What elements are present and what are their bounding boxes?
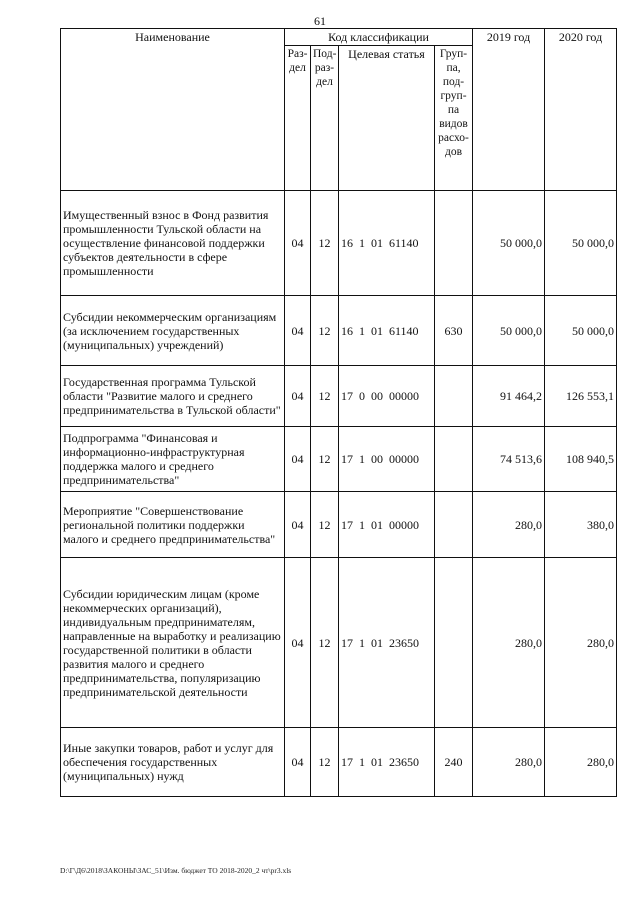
table-row — [61, 492, 617, 558]
row-group — [435, 366, 473, 427]
row-section: 04 — [285, 427, 311, 492]
row-name: Иные закупки товаров, работ и услуг для обеспечения государственных (муниципальных) нужд — [61, 728, 285, 797]
row-2019: 50 000,0 — [473, 296, 545, 366]
row-2019: 280,0 — [473, 492, 545, 558]
row-2020: 108 940,5 — [545, 427, 617, 492]
page-number: 61 — [314, 14, 326, 28]
header-name: Наименование — [61, 29, 285, 191]
table-row — [61, 296, 617, 366]
row-subsection: 12 — [311, 191, 339, 296]
row-section: 04 — [285, 296, 311, 366]
row-2020: 50 000,0 — [545, 296, 617, 366]
row-name: Государственная программа Тульской области "Развитие малого и среднего предпринимательства в Тульской области" — [61, 366, 285, 427]
row-2020: 50 000,0 — [545, 191, 617, 296]
row-2019: 280,0 — [473, 728, 545, 797]
table-row — [61, 191, 617, 296]
row-subsection: 12 — [311, 558, 339, 728]
row-2020: 280,0 — [545, 558, 617, 728]
row-2019: 50 000,0 — [473, 191, 545, 296]
table-row — [61, 427, 617, 492]
row-section: 04 — [285, 191, 311, 296]
row-target: 16 1 01 61140 — [339, 296, 435, 366]
budget-table — [60, 28, 617, 797]
header-2019: 2019 год — [473, 29, 545, 191]
table-row — [61, 558, 617, 728]
row-section: 04 — [285, 366, 311, 427]
row-2019: 74 513,6 — [473, 427, 545, 492]
row-section: 04 — [285, 558, 311, 728]
row-name: Подпрограмма "Финансовая и информационно-инфраструктурная поддержка малого и среднего предпринимательства" — [61, 427, 285, 492]
row-2020: 126 553,1 — [545, 366, 617, 427]
row-group — [435, 191, 473, 296]
header-2020: 2020 год — [545, 29, 617, 191]
row-2020: 380,0 — [545, 492, 617, 558]
row-subsection: 12 — [311, 728, 339, 797]
row-group: 240 — [435, 728, 473, 797]
row-group: 630 — [435, 296, 473, 366]
table-row — [61, 366, 617, 427]
header-target: Целевая статья — [339, 46, 435, 191]
header-subsection: Под- раз- дел — [311, 46, 339, 191]
row-subsection: 12 — [311, 492, 339, 558]
header-section: Раз- дел — [285, 46, 311, 191]
row-section: 04 — [285, 728, 311, 797]
row-name: Субсидии юридическим лицам (кроме некоммерческих организаций), индивидуальным предпринимателям, направленные на выработку и реализацию государственной политики в области развития малого и среднего предпринимательства, популяризацию предпринимательской деятельности — [61, 558, 285, 728]
table-row — [61, 728, 617, 797]
row-target: 16 1 01 61140 — [339, 191, 435, 296]
header-expense-group: Груп- па, под- груп- па видов расхо- дов — [435, 46, 473, 191]
row-target: 17 0 00 00000 — [339, 366, 435, 427]
row-name: Субсидии некоммерческим организациям (за исключением государственных (муниципальных) учреждений) — [61, 296, 285, 366]
file-path-footer: D:\Г\Д6\2018\ЗАКОНЫ\ЗАС_51\Изм. бюджет ТО 2018-2020_2 чт\pr3.xls — [60, 866, 292, 875]
row-group — [435, 558, 473, 728]
row-target: 17 1 01 00000 — [339, 492, 435, 558]
row-group — [435, 427, 473, 492]
row-target: 17 1 01 23650 — [339, 558, 435, 728]
row-2019: 91 464,2 — [473, 366, 545, 427]
row-target: 17 1 01 23650 — [339, 728, 435, 797]
row-2020: 280,0 — [545, 728, 617, 797]
row-subsection: 12 — [311, 296, 339, 366]
row-subsection: 12 — [311, 366, 339, 427]
row-2019: 280,0 — [473, 558, 545, 728]
row-target: 17 1 00 00000 — [339, 427, 435, 492]
row-name: Имущественный взнос в Фонд развития промышленности Тульской области на осуществление финансовой поддержки субъектов деятельности в сфере промышленности — [61, 191, 285, 296]
row-group — [435, 492, 473, 558]
row-section: 04 — [285, 492, 311, 558]
row-subsection: 12 — [311, 427, 339, 492]
row-name: Мероприятие "Совершенствование региональной политики поддержки малого и среднего предпринимательства" — [61, 492, 285, 558]
header-classification: Код классификации — [285, 29, 473, 46]
